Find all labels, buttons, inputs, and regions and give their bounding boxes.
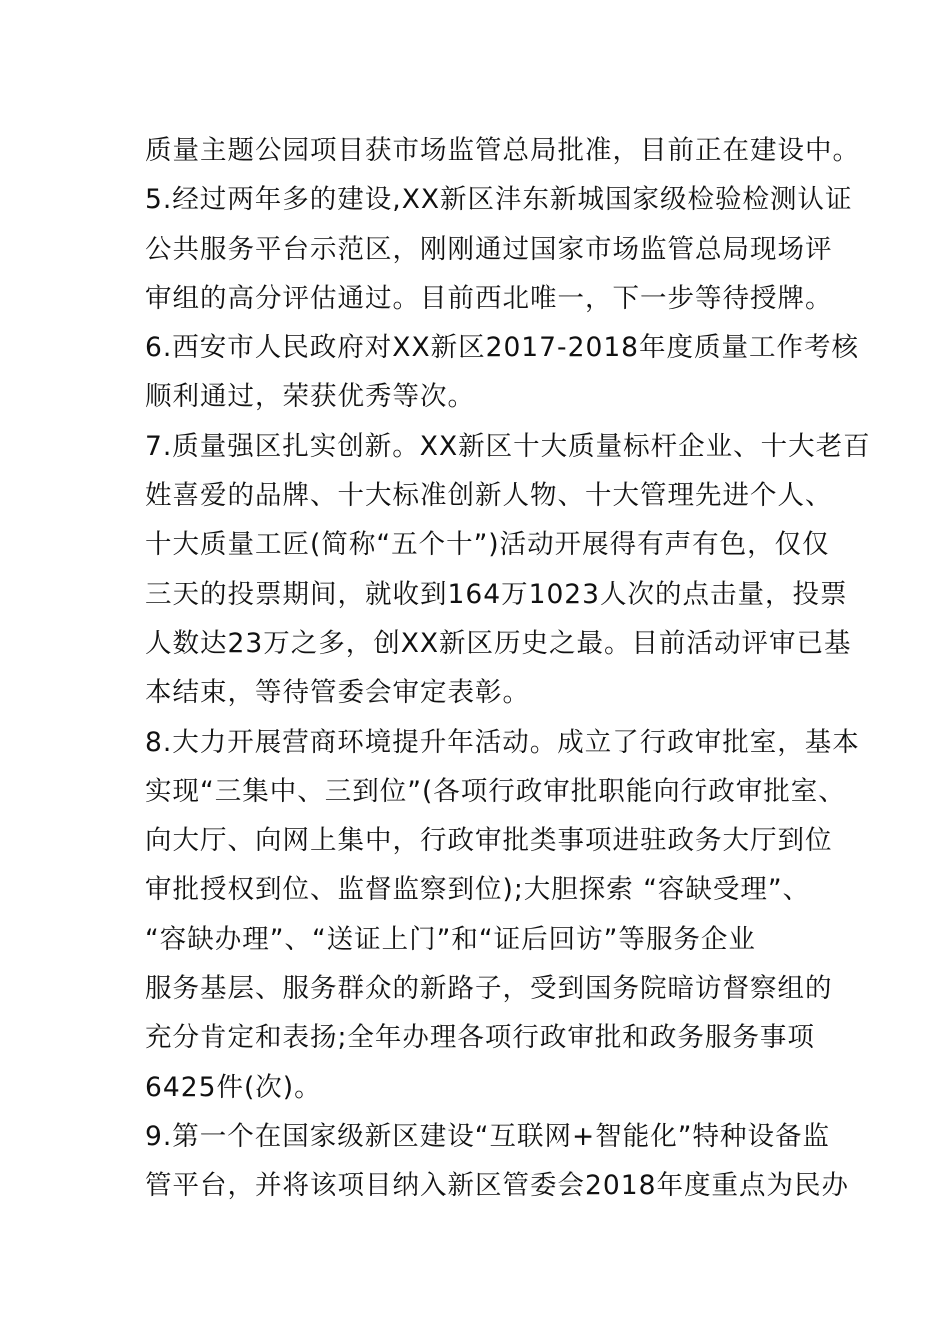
text-line: 三天的投票期间，就收到164万1023人次的点击量，投票 [145, 578, 848, 610]
text-line: 质量主题公园项目获市场监管总局批准，目前正在建设中。 [145, 135, 860, 166]
text-line: 审组的高分评估通过。目前西北唯一，下一步等待授牌。 [145, 282, 833, 314]
text-line: 6.西安市人民政府对XX新区2017-2018年度质量工作考核 [145, 332, 860, 364]
text-line: 充分肯定和表扬;全年办理各项行政审批和政务服务事项 [145, 1022, 815, 1054]
text-line: 服务基层、服务群众的新路子，受到国务院暗访督察组的 [145, 973, 833, 1005]
text-line: 顺利通过，荣获优秀等次。 [145, 381, 475, 413]
text-line: 8.大力开展营商环境提升年活动。成立了行政审批室，基本 [145, 726, 860, 758]
text-line: 7.质量强区扎实创新。XX新区十大质量标杆企业、十大老百 [145, 430, 871, 462]
text-line: 管平台，并将该项目纳入新区管委会2018年度重点为民办 [145, 1170, 849, 1202]
text-line: 审批授权到位、监督监察到位);大胆探索 “容缺受理”、 [145, 874, 811, 906]
text-line: 实现“三集中、三到位”(各项行政审批职能向行政审批室、 [145, 775, 846, 807]
text-line: 本结束，等待管委会审定表彰。 [145, 677, 530, 709]
text-line: 十大质量工匠(简称“五个十”)活动开展得有声有色，仅仅 [145, 529, 830, 561]
text-line: 向大厅、向网上集中，行政审批类事项进驻政务大厅到位 [145, 825, 833, 857]
text-line: 公共服务平台示范区，刚刚通过国家市场监管总局现场评 [145, 233, 833, 265]
text-line: 6425件(次)。 [145, 1071, 322, 1103]
text-line: 姓喜爱的品牌、十大标准创新人物、十大管理先进个人、 [145, 480, 833, 512]
text-line: 5.经过两年多的建设,XX新区沣东新城国家级检验检测认证 [145, 184, 853, 216]
text-line: “容缺办理”、“送证上门”和“证后回访”等服务企业 [145, 923, 756, 955]
text-line: 人数达23万之多，创XX新区历史之最。目前活动评审已基 [145, 627, 852, 659]
document-body [145, 126, 871, 1211]
text-line: 9.第一个在国家级新区建设“互联网+智能化”特种设备监 [145, 1120, 830, 1152]
